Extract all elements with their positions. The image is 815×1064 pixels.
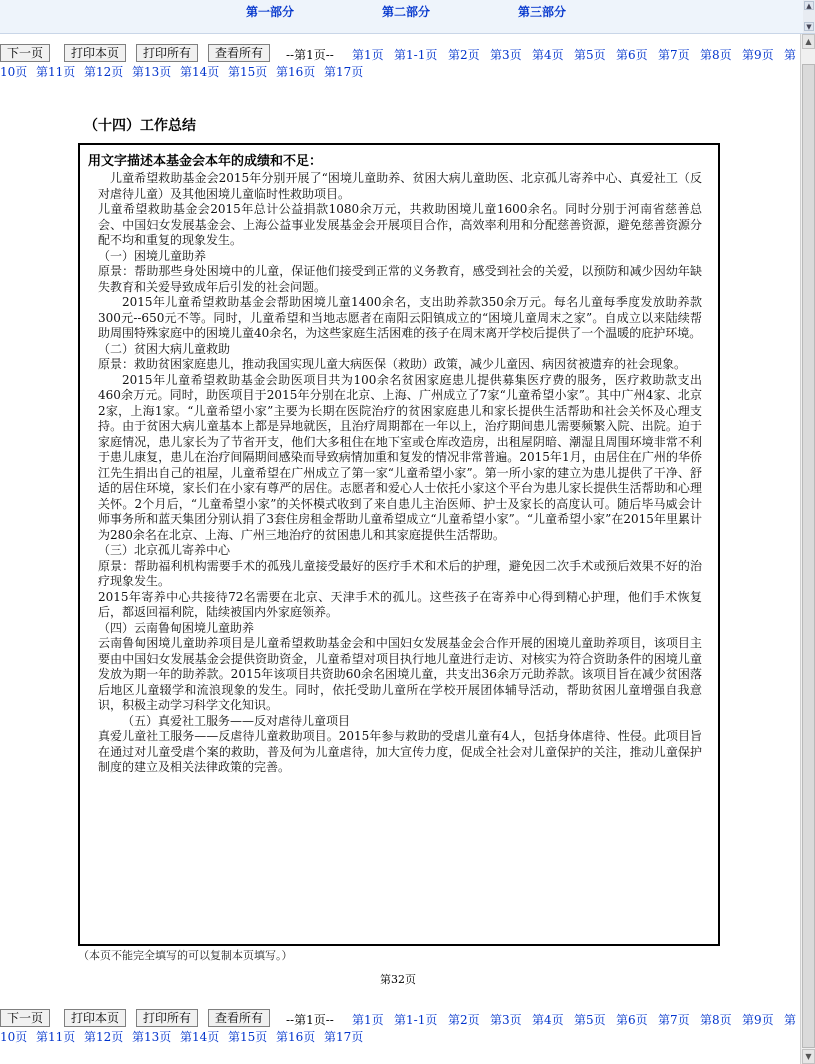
page-link[interactable]: 第12页 <box>84 65 124 79</box>
page-link[interactable]: 第16页 <box>276 1030 316 1044</box>
paragraph: 原景：救助贫困家庭患儿，推动我国实现儿童大病医保（救助）政策，减少儿童因、病因贫被遗弃的社会现象。 <box>98 357 687 371</box>
paragraph: 2015年寄养中心共接待72名需要在北京、天津手术的孤儿。这些孩子在寄养中心得到精心护理，他们手术恢复后，都返回福利院，陆续被国内外家庭领养。 <box>98 589 702 619</box>
page-link[interactable]: 第5页 <box>574 48 606 62</box>
page-link[interactable]: 10页 <box>0 1030 28 1044</box>
part-three-link[interactable]: 第三部分 <box>518 5 567 19</box>
next-page-button[interactable]: 下一页 <box>0 44 50 62</box>
paragraph: 儿童希望救助基金会2015年分别开展了“困境儿童助养、贫困大病儿童助医、北京孤儿寄养中心、真爱社工（反对虐待儿童）及其他困境儿童临时性救助项目。 <box>98 171 702 201</box>
page-link[interactable]: 第15页 <box>228 1030 268 1044</box>
page-link[interactable]: 第12页 <box>84 1030 124 1044</box>
page-link[interactable]: 第1-1页 <box>394 48 438 62</box>
part-two-link[interactable]: 第二部分 <box>382 5 431 19</box>
page-number: 第32页 <box>380 973 416 986</box>
page-link[interactable]: 第3页 <box>490 48 522 62</box>
page-link[interactable]: 第9页 <box>742 1013 774 1027</box>
page-link[interactable]: 第6页 <box>616 48 648 62</box>
page-link[interactable]: 第17页 <box>324 65 364 79</box>
scrollbar-thumb[interactable] <box>802 64 815 1048</box>
paragraph: 儿童希望救助基金会2015年总计公益捐款1080余万元，共救助困境儿童1600余名。同时分别于河南省慈善总会、中国妇女发展基金会、上海公益事业发展基金会开展项目合作，高效率利用和分配慈善资源，避免慈善资源分配不均和重复的现象发生。 <box>98 202 702 247</box>
page-link[interactable]: 第13页 <box>132 1030 172 1044</box>
page-link[interactable]: 第11页 <box>36 65 76 79</box>
summary-text <box>98 171 702 776</box>
top-frame <box>0 0 815 34</box>
paragraph: 真爱儿童社工服务——反虐待儿童救助项目。2015年参与救助的受虐儿童有4人，包括身体虐待、性侵。此项目旨在通过对儿童受虐个案的救助，普及何为儿童虐待，加大宣传力度，促成全社会对儿童保护的关注，推动儿童保护制度的建立及相关法律政策的完善。 <box>98 729 702 774</box>
paragraph: 原景：帮助那些身处困境中的儿童，保证他们接受到正常的义务教育，感受到社会的关爱，以预防和减少因幼年缺失教育和关爱导致成年后引发的社会问题。 <box>98 264 702 294</box>
page-link[interactable]: 第1页 <box>352 1013 384 1027</box>
page-link[interactable]: 第 <box>784 1013 797 1027</box>
page-link[interactable]: 第4页 <box>532 48 564 62</box>
page-link[interactable]: 第 <box>784 48 797 62</box>
page-link[interactable]: 第15页 <box>228 65 268 79</box>
footnote: （本页不能完全填写的可以复制本页填写。） <box>78 949 293 962</box>
paragraph: （三）北京孤儿寄养中心 <box>98 543 231 557</box>
page-link[interactable]: 第7页 <box>658 1013 690 1027</box>
paragraph: 2015年儿童希望救助基金会帮助困境儿童1400余名，支出助养款350余万元。每名儿童每季度发放助养款300元--650元不等。同时，儿童希望和当地志愿者在南阳云阳镇成立的“困境儿童周末之家”。自成立以来陆续帮助周围特殊家庭中的困境儿童40余名，为这些家庭生活困难的孩子在周末离开学校后提供了一个温暖的庇护环境。 <box>98 295 702 340</box>
page-link[interactable]: 第11页 <box>36 1030 76 1044</box>
document-frame <box>0 34 800 1064</box>
page-link[interactable]: 第8页 <box>700 48 732 62</box>
summary-heading: 用文字描述本基金会本年的成绩和不足： <box>88 154 323 169</box>
page-link[interactable]: 10页 <box>0 65 28 79</box>
section-title: （十四）工作总结 <box>84 118 196 134</box>
page-link[interactable]: 第8页 <box>700 1013 732 1027</box>
print-all-button[interactable]: 打印所有 <box>136 44 198 62</box>
part-one-link[interactable]: 第一部分 <box>246 5 295 19</box>
paragraph: （二）贫困大病儿童救助 <box>98 341 231 356</box>
page-link[interactable]: 第9页 <box>742 48 774 62</box>
page-link[interactable]: 第3页 <box>490 1013 522 1027</box>
next-page-button[interactable]: 下一页 <box>0 1009 50 1027</box>
scroll-down-icon[interactable]: ▼ <box>802 1049 815 1064</box>
page-link[interactable]: 第16页 <box>276 65 316 79</box>
current-page-indicator: --第1页-- <box>286 48 334 62</box>
page-link[interactable]: 第1页 <box>352 48 384 62</box>
print-page-button[interactable]: 打印本页 <box>64 44 126 62</box>
page-link[interactable]: 第17页 <box>324 1030 364 1044</box>
print-all-button[interactable]: 打印所有 <box>136 1009 198 1027</box>
view-all-button[interactable]: 查看所有 <box>208 1009 270 1027</box>
summary-box <box>78 143 720 946</box>
page-link[interactable]: 第7页 <box>658 48 690 62</box>
paragraph: （四）云南鲁甸困境儿童助养 <box>98 620 255 635</box>
view-all-button[interactable]: 查看所有 <box>208 44 270 62</box>
page-link[interactable]: 第14页 <box>180 1030 220 1044</box>
page-navigation-bottom <box>0 1009 800 1045</box>
scroll-down-icon[interactable]: ▼ <box>804 22 814 31</box>
page-link[interactable]: 第4页 <box>532 1013 564 1027</box>
scroll-up-icon[interactable]: ▲ <box>804 1 814 10</box>
page-link[interactable]: 第2页 <box>448 1013 480 1027</box>
page-navigation-top <box>0 44 800 80</box>
page-link[interactable]: 第1-1页 <box>394 1013 438 1027</box>
page-link[interactable]: 第14页 <box>180 65 220 79</box>
paragraph: 原景：帮助福利机构需要手术的孤残儿童接受最好的医疗手术和术后的护理，避免因二次手术或预后效果不好的治疗现象发生。 <box>98 558 702 588</box>
page-link[interactable]: 第6页 <box>616 1013 648 1027</box>
page-link[interactable]: 第5页 <box>574 1013 606 1027</box>
paragraph: 云南鲁甸困境儿童助养项目是儿童希望救助基金会和中国妇女发展基金会合作开展的困境儿童助养项目，该项目主要由中国妇女发展基金会提供资助资金，儿童希望对项目执行地儿童进行走访、对核实为符合资助条件的困境儿童发放为期一年的助养款。2015年该项目共资助60余名困境儿童，共支出36余万元助养款。该项目旨在减少贫困落后地区儿童辍学和流浪现象的发生。同时，依托受助儿童所在学校开展团体辅导活动，帮助贫困儿童增强自我意识，积极主动学习科学文化知识。 <box>98 636 702 712</box>
scroll-up-icon[interactable]: ▲ <box>802 34 815 49</box>
paragraph: （一）困境儿童助养 <box>98 248 207 263</box>
current-page-indicator: --第1页-- <box>286 1013 334 1027</box>
paragraph: （五）真爱社工服务——反对虐待儿童项目 <box>122 713 351 728</box>
paragraph: 2015年儿童希望救助基金会助医项目共为100余名贫困家庭患儿提供募集医疗费的服务，医疗救助款支出460余万元。同时，助医项目于2015年分别在北京、上海、广州成立了7家“儿童希望小家”。其中广州4家、北京2家，上海1家。“儿童希望小家”主要为长期在医院治疗的贫困家庭患儿和家长提供生活帮助和社会关怀及心理支持。由于贫困大病儿童基本上都是异地就医，且治疗周期都在一年以上，治疗期间患儿需要频繁入院、出院。迫于家庭情况，患儿家长为了节省开支，他们大多租住在地下室或仓库改造房，出租屋阴暗、潮湿且周围环境非常不利于患儿康复，患儿在治疗间隔期间感染而导致病情加重和复发的情况非常普遍。2015年1月，由居住在广州的华侨江先生捐出自己的祖屋，儿童希望在广州成立了第一家“儿童希望小家”。第一所小家的建立为患儿提供了干净、舒适的居住环境，家长们在小家有尊严的居住。志愿者和爱心人士依托小家这个平台为患儿家长提供生活帮助和心理关怀。2个月后，“儿童希望小家”的关怀模式收到了来自患儿主治医师、护士及家长的高度认可。随后毕马威会计师事务所和蓝天集团分别认捐了3套住房租金帮助儿童希望成立“儿童希望小家”。“儿童希望小家”在2015年里累计为280余名在北京、上海、广州三地治疗的贫困患儿和其家庭提供生活帮助。 <box>98 372 702 542</box>
vertical-scrollbar[interactable] <box>800 34 815 1064</box>
page-link[interactable]: 第2页 <box>448 48 480 62</box>
print-page-button[interactable]: 打印本页 <box>64 1009 126 1027</box>
top-frame-scrollbar[interactable] <box>803 0 815 33</box>
page-link[interactable]: 第13页 <box>132 65 172 79</box>
